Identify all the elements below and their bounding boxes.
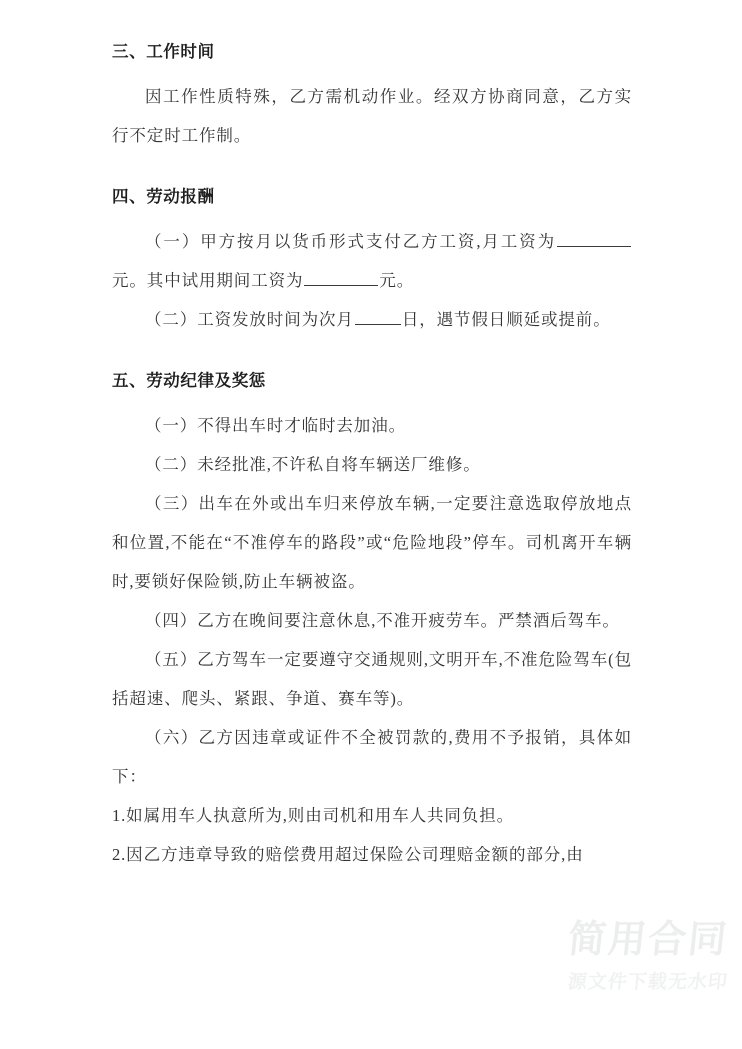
spacer (112, 155, 632, 185)
probation-salary-blank[interactable] (304, 285, 378, 286)
section-4-paragraph-2 (112, 300, 632, 339)
payday-blank[interactable] (355, 324, 401, 325)
section-heading-discipline: 五、劳动纪律及奖惩 (112, 371, 266, 391)
section-4-paragraph-1 (112, 222, 632, 300)
section-5-sub-item-2: 2.因乙方违章导致的赔偿费用超过保险公司理赔金额的部分,由 (112, 845, 584, 865)
document-body (112, 0, 632, 874)
watermark (565, 919, 731, 994)
section-heading-compensation: 四、劳动报酬 (112, 187, 215, 207)
clause-4-1-text-b: 元。其中试用期间工资为 (112, 271, 304, 291)
section-5-clause-1: （一）不得出车时才临时去加油。 (145, 416, 406, 436)
spacer (112, 63, 632, 77)
watermark-subtitle-text: 源文件下载无水印 (566, 972, 729, 993)
section-3-paragraph-1: 因工作性质特殊，乙方需机动作业。经双方协商同意，乙方实行不定时工作制。 (112, 87, 632, 146)
monthly-salary-blank[interactable] (557, 246, 631, 247)
spacer (112, 339, 632, 369)
clause-4-1-text-c: 元。 (379, 271, 415, 291)
clause-4-2-text-a: （二）工资发放时间为次月 (145, 310, 354, 330)
section-5-sub-item-1: 1.如属用车人执意所为,则由司机和用车人共同负担。 (112, 806, 514, 826)
spacer (112, 392, 632, 406)
section-5-clause-2: （二）未经批准,不许私自将车辆送厂维修。 (145, 455, 481, 475)
watermark-brand-text: 简用合同 (565, 919, 731, 962)
clause-4-2-text-b: 日，遇节假日顺延或提前。 (401, 310, 611, 330)
spacer (112, 208, 632, 222)
section-5-clause-6: （六）乙方因违章或证件不全被罚款的,费用不予报销，具体如下： (112, 728, 632, 787)
clause-4-1-text-a: （一）甲方按月以货币形式支付乙方工资,月工资为 (145, 232, 556, 252)
section-heading-work-hours: 三、工作时间 (112, 42, 215, 61)
section-5-clause-5: （五）乙方驾车一定要遵守交通规则,文明开车,不准危险驾车(包括超速、爬头、紧跟、争道、赛车等)。 (112, 650, 632, 709)
section-5-clause-4: （四）乙方在晚间要注意休息,不准开疲劳车。严禁酒后驾车。 (145, 611, 620, 631)
top-spacer (112, 0, 632, 40)
section-5-clause-3: （三）出车在外或出车归来停放车辆,一定要注意选取停放地点和位置,不能在“不准停车的路段”或“危险地段”停车。司机离开车辆时,要锁好保险锁,防止车辆被盗。 (112, 494, 632, 592)
